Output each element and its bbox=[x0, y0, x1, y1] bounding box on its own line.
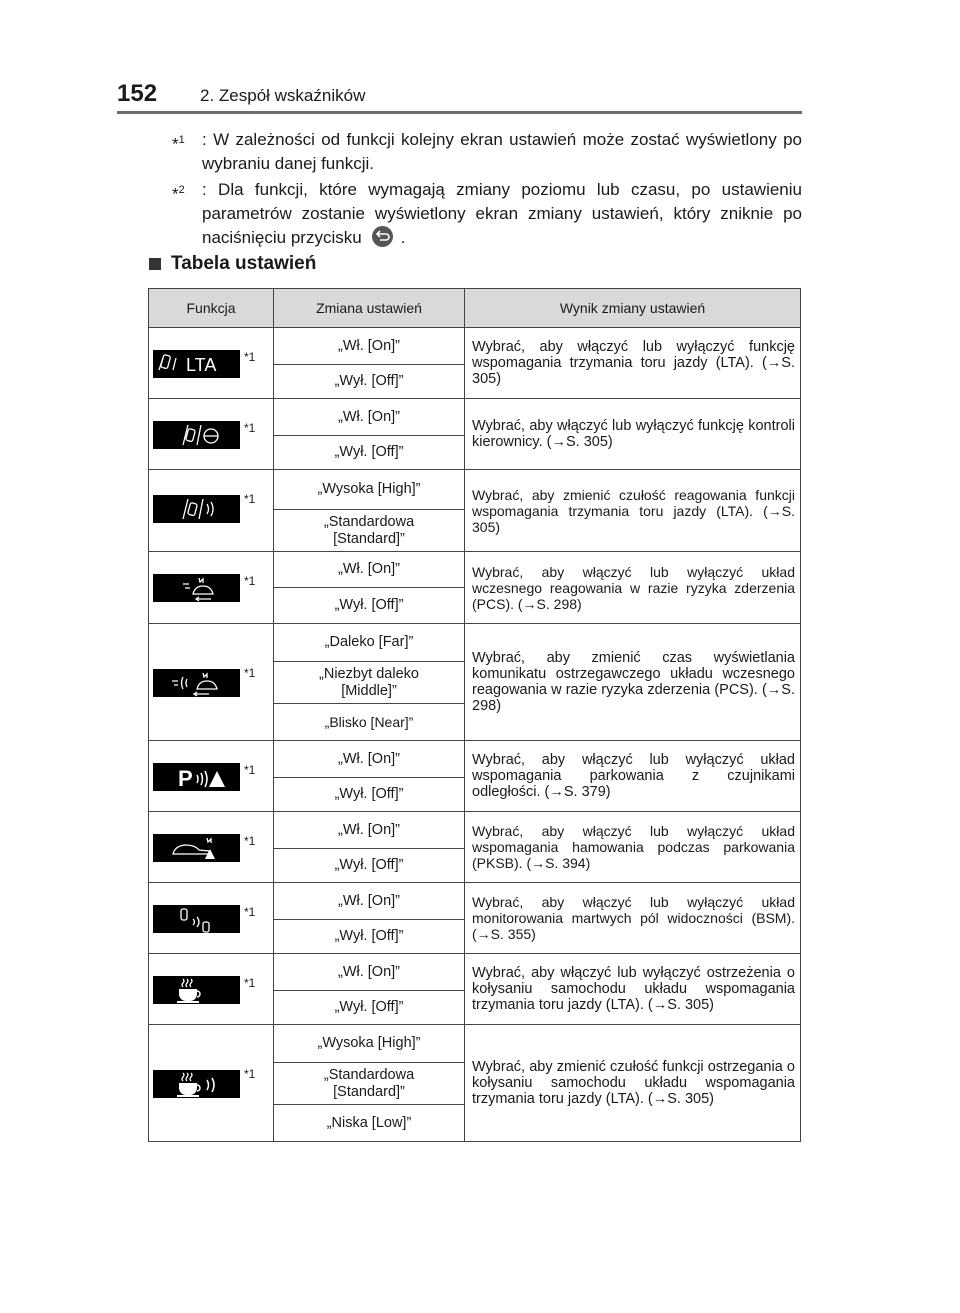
footnote-2: *$^2$ : Dla funkcji, które wymagają zmiany poziomu lub czasu, po ustawieniu parametrów zostanie wyświetlony ekran zmiany ustawień, który zniknie po naciśnięciu przycisku . bbox=[172, 180, 802, 247]
result-cell: Wybrać, aby włączyć lub wyłączyć funkcję wspomagania trzymania toru jazdy (LTA). (→S. 305) bbox=[465, 328, 801, 399]
function-cell bbox=[149, 1025, 274, 1142]
setting-cell: „Wł. [On]” bbox=[274, 328, 465, 365]
table-row bbox=[149, 883, 801, 920]
page-header bbox=[117, 80, 365, 108]
footnote-mark: *1 bbox=[244, 905, 256, 919]
setting-cell: „Wył. [Off]” bbox=[274, 920, 465, 954]
back-button-icon bbox=[372, 226, 393, 247]
footnote-mark: *1 bbox=[244, 976, 256, 990]
result-cell: Wybrać, aby zmienić czułość reagowania funkcji wspomagania trzymania toru jazdy (LTA). (→S. 305) bbox=[465, 470, 801, 552]
result-cell: Wybrać, aby zmienić czas wyświetlania komunikatu ostrzegawczego układu wczesnego reagowania w razie ryzyka zderzenia (PCS). (→S. 298) bbox=[465, 624, 801, 741]
setting-cell: „Wł. [On]” bbox=[274, 954, 465, 991]
function-cell bbox=[149, 741, 274, 812]
footnote-mark: *1 bbox=[244, 574, 256, 588]
pcs-icon bbox=[153, 574, 240, 602]
footnote-mark: *1 bbox=[244, 1067, 256, 1081]
setting-cell: „Niezbyt daleko [Middle]” bbox=[274, 662, 465, 704]
setting-cell: „Wył. [Off]” bbox=[274, 436, 465, 470]
setting-cell: „Daleko [Far]” bbox=[274, 624, 465, 662]
result-cell: Wybrać, aby włączyć lub wyłączyć funkcję kontroli kierownicy. (→S. 305) bbox=[465, 399, 801, 470]
setting-cell: „Wł. [On]” bbox=[274, 883, 465, 920]
table-row bbox=[149, 741, 801, 778]
setting-cell: „Blisko [Near]” bbox=[274, 704, 465, 741]
column-header: Funkcja bbox=[149, 289, 274, 328]
function-cell bbox=[149, 328, 274, 399]
table-row bbox=[149, 624, 801, 662]
setting-cell: „Wł. [On]” bbox=[274, 552, 465, 588]
setting-cell: „Wył. [Off]” bbox=[274, 778, 465, 812]
bsm-icon bbox=[153, 905, 240, 933]
table-row bbox=[149, 470, 801, 510]
settings-table bbox=[148, 288, 801, 1142]
result-cell: Wybrać, aby włączyć lub wyłączyć układ monitorowania martwych pól widoczności (BSM). (→S. 355) bbox=[465, 883, 801, 954]
page-number: 152 bbox=[117, 80, 158, 107]
steering-control-icon bbox=[153, 421, 240, 449]
section-title: 2. Zespół wskaźników bbox=[200, 86, 366, 105]
function-cell bbox=[149, 624, 274, 741]
sway-warning-icon bbox=[153, 976, 240, 1004]
function-cell bbox=[149, 954, 274, 1025]
pksb-icon bbox=[153, 834, 240, 862]
result-cell: Wybrać, aby włączyć lub wyłączyć układ wspomagania parkowania z czujnikami odległości. (→S. 379) bbox=[465, 741, 801, 812]
table-row bbox=[149, 812, 801, 849]
lta-sensitivity-icon bbox=[153, 495, 240, 523]
table-row bbox=[149, 1025, 801, 1063]
column-header: Wynik zmiany ustawień bbox=[465, 289, 801, 328]
footnote-mark: *1 bbox=[244, 492, 256, 506]
footnote-mark: *1 bbox=[244, 763, 256, 777]
bullet-square-icon bbox=[149, 258, 161, 270]
lta-icon-label: LTA bbox=[186, 355, 217, 375]
setting-cell: „Wysoka [High]” bbox=[274, 470, 465, 510]
footnote-2-text: : Dla funkcji, które wymagają zmiany poziomu lub czasu, po ustawieniu parametrów zostanie wyświetlony ekran zmiany ustawień, który zniknie po naciśnięciu przycisku bbox=[202, 180, 802, 247]
footnote-1: *$^1$ : W zależności od funkcji kolejny ekran ustawień może zostać wyświetlony po wybraniu danej funkcji. bbox=[172, 128, 802, 176]
result-cell: Wybrać, aby zmienić czułość funkcji ostrzegania o kołysaniu samochodu układu wspomagania trzymania toru jazdy (LTA). (→S. 305) bbox=[465, 1025, 801, 1142]
function-cell bbox=[149, 399, 274, 470]
column-header: Zmiana ustawień bbox=[274, 289, 465, 328]
pcs-warning-timing-icon bbox=[153, 669, 240, 697]
setting-cell: „Wł. [On]” bbox=[274, 399, 465, 436]
function-cell bbox=[149, 552, 274, 624]
function-cell bbox=[149, 470, 274, 552]
result-cell: Wybrać, aby włączyć lub wyłączyć ostrzeżenia o kołysaniu samochodu układu wspomagania trzymania toru jazdy (LTA). (→S. 305) bbox=[465, 954, 801, 1025]
footnote-mark: *1 bbox=[244, 666, 256, 680]
footnote-mark: *1 bbox=[244, 350, 256, 364]
footnote-mark: *1 bbox=[244, 421, 256, 435]
setting-cell: „Wł. [On]” bbox=[274, 741, 465, 778]
settings-table-heading: Tabela ustawień bbox=[149, 253, 316, 275]
setting-cell: „Wył. [Off]” bbox=[274, 588, 465, 624]
table-row bbox=[149, 954, 801, 991]
table-row bbox=[149, 552, 801, 588]
function-cell bbox=[149, 883, 274, 954]
footnote-1-text: : W zależności od funkcji kolejny ekran ustawień może zostać wyświetlony po wybraniu danej funkcji. bbox=[202, 130, 802, 173]
footnote-mark: *1 bbox=[244, 834, 256, 848]
setting-cell: „Niska [Low]” bbox=[274, 1105, 465, 1142]
setting-cell: „Wysoka [High]” bbox=[274, 1025, 465, 1063]
sway-sensitivity-icon bbox=[153, 1070, 240, 1098]
setting-cell: „Standardowa [Standard]” bbox=[274, 1063, 465, 1105]
result-cell: Wybrać, aby włączyć lub wyłączyć układ wczesnego reagowania w razie ryzyka zderzenia (PCS). (→S. 298) bbox=[465, 552, 801, 624]
table-header-row bbox=[149, 289, 801, 328]
parking-sensor-icon bbox=[153, 763, 240, 791]
setting-cell: „Standardowa [Standard]” bbox=[274, 510, 465, 552]
setting-cell: „Wył. [Off]” bbox=[274, 991, 465, 1025]
setting-cell: „Wył. [Off]” bbox=[274, 365, 465, 399]
lta-icon bbox=[153, 350, 240, 378]
header-rule bbox=[117, 111, 802, 114]
table-row bbox=[149, 328, 801, 365]
function-cell bbox=[149, 812, 274, 883]
setting-cell: „Wł. [On]” bbox=[274, 812, 465, 849]
result-cell: Wybrać, aby włączyć lub wyłączyć układ wspomagania hamowania podczas parkowania (PKSB). (→S. 394) bbox=[465, 812, 801, 883]
setting-cell: „Wył. [Off]” bbox=[274, 849, 465, 883]
parking-icon-label: P bbox=[178, 766, 193, 791]
table-row bbox=[149, 399, 801, 436]
